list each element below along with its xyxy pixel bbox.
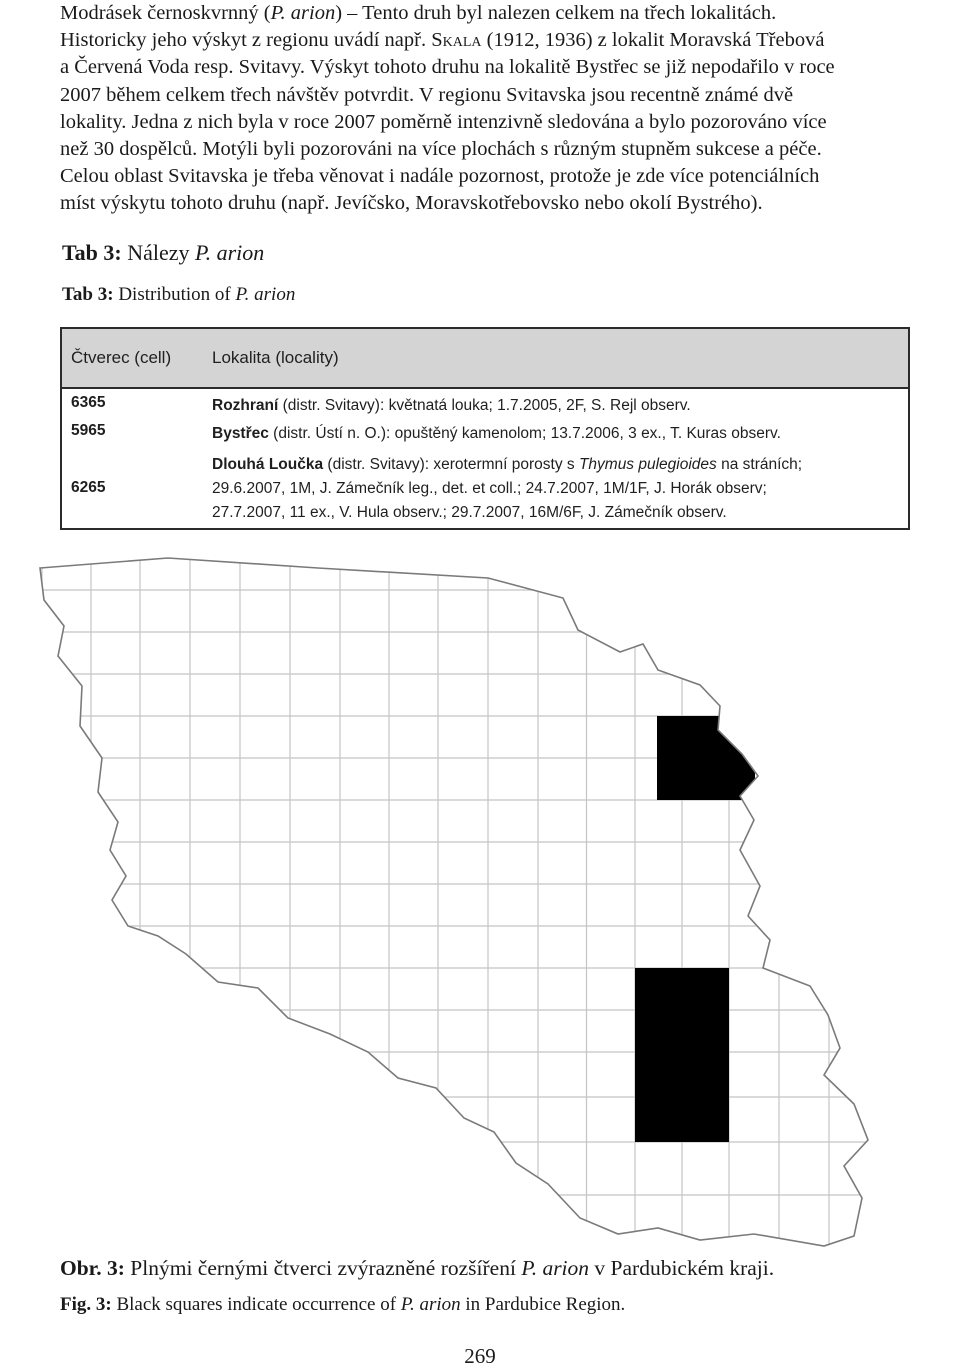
- text-line: 2007 během celkem třech návštěv potvrdit. V regionu Svitavska jsou recentně známé dvě: [60, 83, 794, 106]
- locality-text: Dlouhá Loučka (distr. Svitavy): xerotermní porosty s Thymus pulegioides na stráních; 29.6.2007, 1M, J. Zámečník leg., det. et coll.; 24.7.2007, 1M/1F, J. Horák observ; 27.7.2007, 11 ex., V. Hula observ.; 29.7.2007, 16M/6F, J. Zámečník observ.: [212, 456, 803, 521]
- figure-caption-en: Fig. 3: Black squares indicate occurrence of P. arion in Pardubice Region.: [60, 1294, 626, 1315]
- table-caption-en: Tab 3: Distribution of P. arion: [62, 284, 296, 305]
- occupied-cell-5965: [657, 716, 755, 800]
- table-header: [62, 329, 908, 389]
- cell-code: 6365: [71, 394, 106, 411]
- text-line: než 30 dospělců. Motýli byli pozorováni na více plochách s různým stupněm sukcese a péče.: [60, 138, 822, 161]
- map-grid: [18, 548, 953, 1248]
- locality-text: Rozhraní (distr. Svitavy): květnatá louka; 1.7.2005, 2F, S. Rejl observ.: [212, 397, 691, 414]
- distribution-map: [18, 548, 953, 1248]
- locality-text: Bystřec (distr. Ústí n. O.): opuštěný kamenolom; 13.7.2006, 3 ex., T. Kuras observ.: [212, 425, 781, 442]
- species-name: P. arion: [270, 2, 336, 24]
- text-line: Historicky jeho výskyt z regionu uvádí např. Skala (1912, 1936) z lokalit Moravská Třebová: [60, 29, 825, 52]
- cell-code: 6265: [71, 479, 106, 496]
- author-name: Skala: [431, 29, 482, 52]
- plant-name: Thymus pulegioides: [578, 456, 717, 473]
- page-number: 269: [464, 1344, 496, 1368]
- text-line: a Červená Voda resp. Svitavy. Výskyt tohoto druhu na lokalitě Bystřec se již nepodařilo v roce: [60, 56, 835, 79]
- figure-caption-cz: Obr. 3: Plnými černými čtverci zvýrazněné rozšíření P. arion v Pardubickém kraji.: [60, 1256, 775, 1280]
- text-line: míst výskytu tohoto druhu (např. Jevíčsko, Moravskotřebovsko nebo okolí Bystrého).: [60, 192, 763, 215]
- table-caption-cz: Tab 3: Nálezy P. arion: [62, 240, 265, 265]
- map-background: [18, 548, 953, 1248]
- text-line: Modrásek černoskvrnný (P. arion) – Tento druh byl nalezen celkem na třech lokalitách.: [60, 2, 777, 24]
- records-table: [60, 327, 910, 530]
- column-header-cell: Čtverec (cell): [71, 348, 172, 367]
- body-paragraph: [60, 0, 912, 218]
- cell-code: 5965: [71, 422, 106, 439]
- occupied-cell-6265-upper: [635, 968, 729, 1052]
- column-header-locality: Lokalita (locality): [212, 348, 339, 367]
- text-line: lokality. Jedna z nich byla v roce 2007 poměrně intenzivně sledována a bylo pozorováno více: [60, 110, 827, 133]
- text-line: Celou oblast Svitavska je třeba věnovat i nadále pozornost, protože je zde více potenciálních: [60, 165, 820, 188]
- occupied-cell-6365-lower: [635, 1052, 729, 1142]
